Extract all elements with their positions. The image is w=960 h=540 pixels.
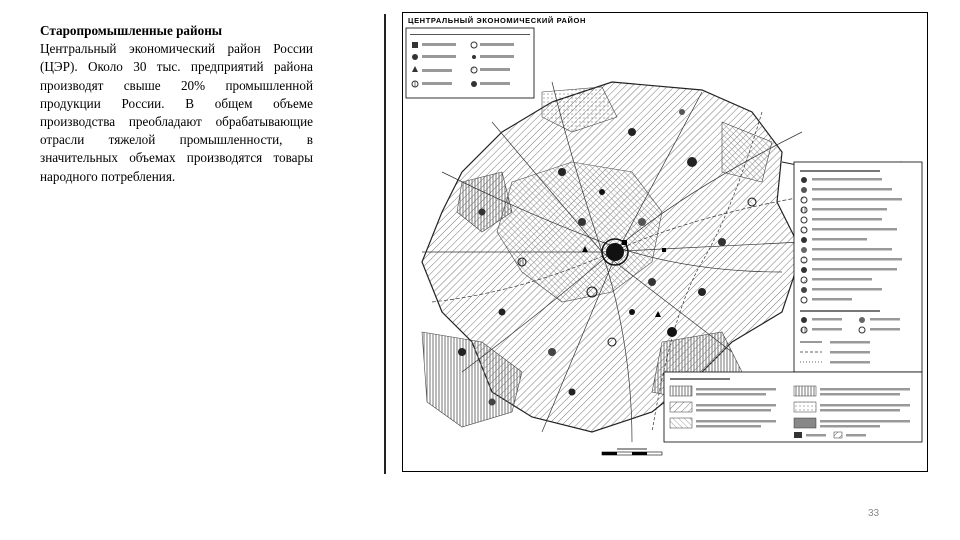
slide-body-text: Центральный экономический район России (ЦЭР). Около 30 тыс. предприятий района производят свыше 20% промышленной продукции России. В общем объеме производства преобладают обрабатывающие отрасли тяжелой промышленности, в значительных объемах производятся товары народного потребления. — [40, 41, 313, 184]
page-number: 33 — [868, 508, 880, 519]
vertical-divider — [384, 14, 386, 474]
map-legend-industries — [794, 162, 922, 372]
slide-title: Старопромышленные районы — [40, 23, 223, 38]
map-legend-cities — [406, 28, 534, 98]
map-title: ЦЕНТРАЛЬНЫЙ ЭКОНОМИЧЕСКИЙ РАЙОН — [408, 16, 586, 25]
map-legend-agriculture — [664, 372, 922, 442]
slide-text-block — [40, 22, 313, 186]
economic-map — [402, 12, 928, 472]
map-illustration — [402, 12, 928, 472]
